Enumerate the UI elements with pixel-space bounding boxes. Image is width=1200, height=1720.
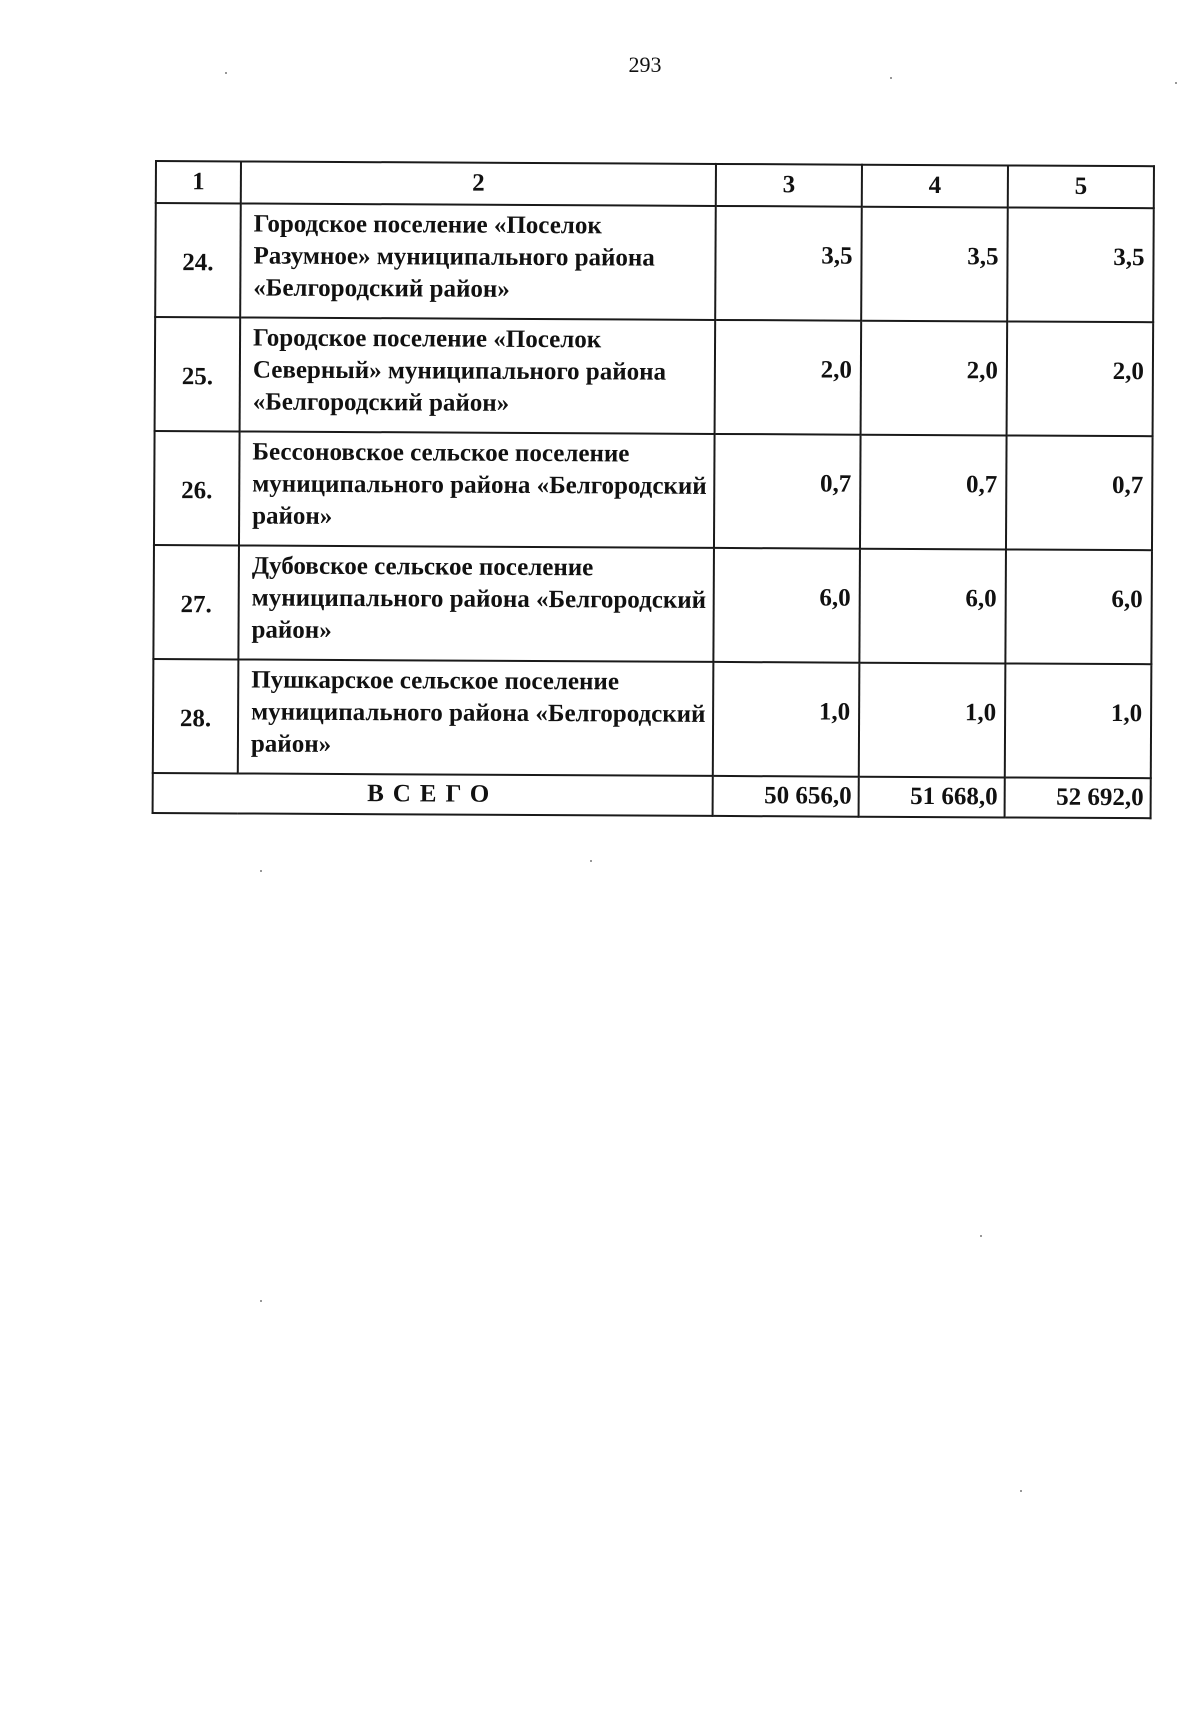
value-col-4: 2,0	[861, 321, 1008, 436]
settlement-name: Бессоновское сельское поселение муниципального района «Белгородский район»	[239, 431, 715, 547]
value-col-4: 3,5	[861, 207, 1008, 322]
row-number: 24.	[155, 203, 241, 317]
scan-speck	[590, 860, 592, 862]
value-col-3: 2,0	[715, 320, 862, 435]
total-label: ВСЕГО	[153, 773, 713, 816]
row-number: 26.	[154, 431, 240, 545]
scan-speck	[260, 870, 262, 872]
scan-speck	[1020, 1490, 1022, 1492]
table-row	[155, 203, 1154, 322]
value-col-5: 0,7	[1006, 435, 1153, 550]
header-col-2: 2	[241, 161, 716, 205]
value-col-3: 6,0	[713, 548, 860, 663]
row-number: 28.	[153, 659, 239, 773]
total-row	[153, 773, 1151, 818]
settlement-name: Дубовское сельское поселение муниципального района «Белгородский район»	[238, 545, 714, 661]
header-col-3: 3	[716, 164, 862, 207]
scan-speck	[1175, 82, 1177, 84]
settlement-name: Пушкарское сельское поселение муниципального района «Белгородский район»	[238, 659, 714, 775]
total-col-4: 51 668,0	[859, 777, 1005, 818]
table-row	[155, 317, 1154, 436]
value-col-5: 2,0	[1007, 321, 1154, 436]
value-col-3: 1,0	[713, 662, 860, 777]
header-col-1: 1	[156, 161, 241, 203]
scan-speck	[890, 77, 892, 79]
table-row	[153, 545, 1152, 664]
row-number: 25.	[155, 317, 241, 431]
table-row	[153, 659, 1152, 778]
value-col-3: 0,7	[714, 434, 861, 549]
scan-speck	[980, 1235, 982, 1237]
total-col-5: 52 692,0	[1005, 777, 1151, 818]
header-col-4: 4	[862, 165, 1008, 208]
value-col-5: 3,5	[1007, 207, 1154, 322]
settlement-name: Городское поселение «Поселок Разумное» муниципального района «Белгородский район»	[240, 203, 716, 319]
value-col-3: 3,5	[715, 206, 862, 321]
value-col-5: 6,0	[1005, 549, 1152, 664]
scan-speck	[260, 1300, 262, 1302]
value-col-5: 1,0	[1005, 663, 1152, 778]
scan-speck	[225, 72, 227, 74]
header-col-5: 5	[1008, 165, 1154, 208]
table-header-row	[156, 161, 1154, 208]
page-number: 293	[628, 52, 662, 77]
total-col-3: 50 656,0	[713, 776, 859, 817]
settlement-name: Городское поселение «Поселок Северный» муниципального района «Белгородский район»	[240, 317, 716, 433]
value-col-4: 6,0	[859, 549, 1006, 664]
row-number: 27.	[153, 545, 239, 659]
data-table	[152, 160, 1155, 819]
value-col-4: 1,0	[859, 663, 1006, 778]
table-row	[154, 431, 1153, 550]
value-col-4: 0,7	[860, 435, 1007, 550]
